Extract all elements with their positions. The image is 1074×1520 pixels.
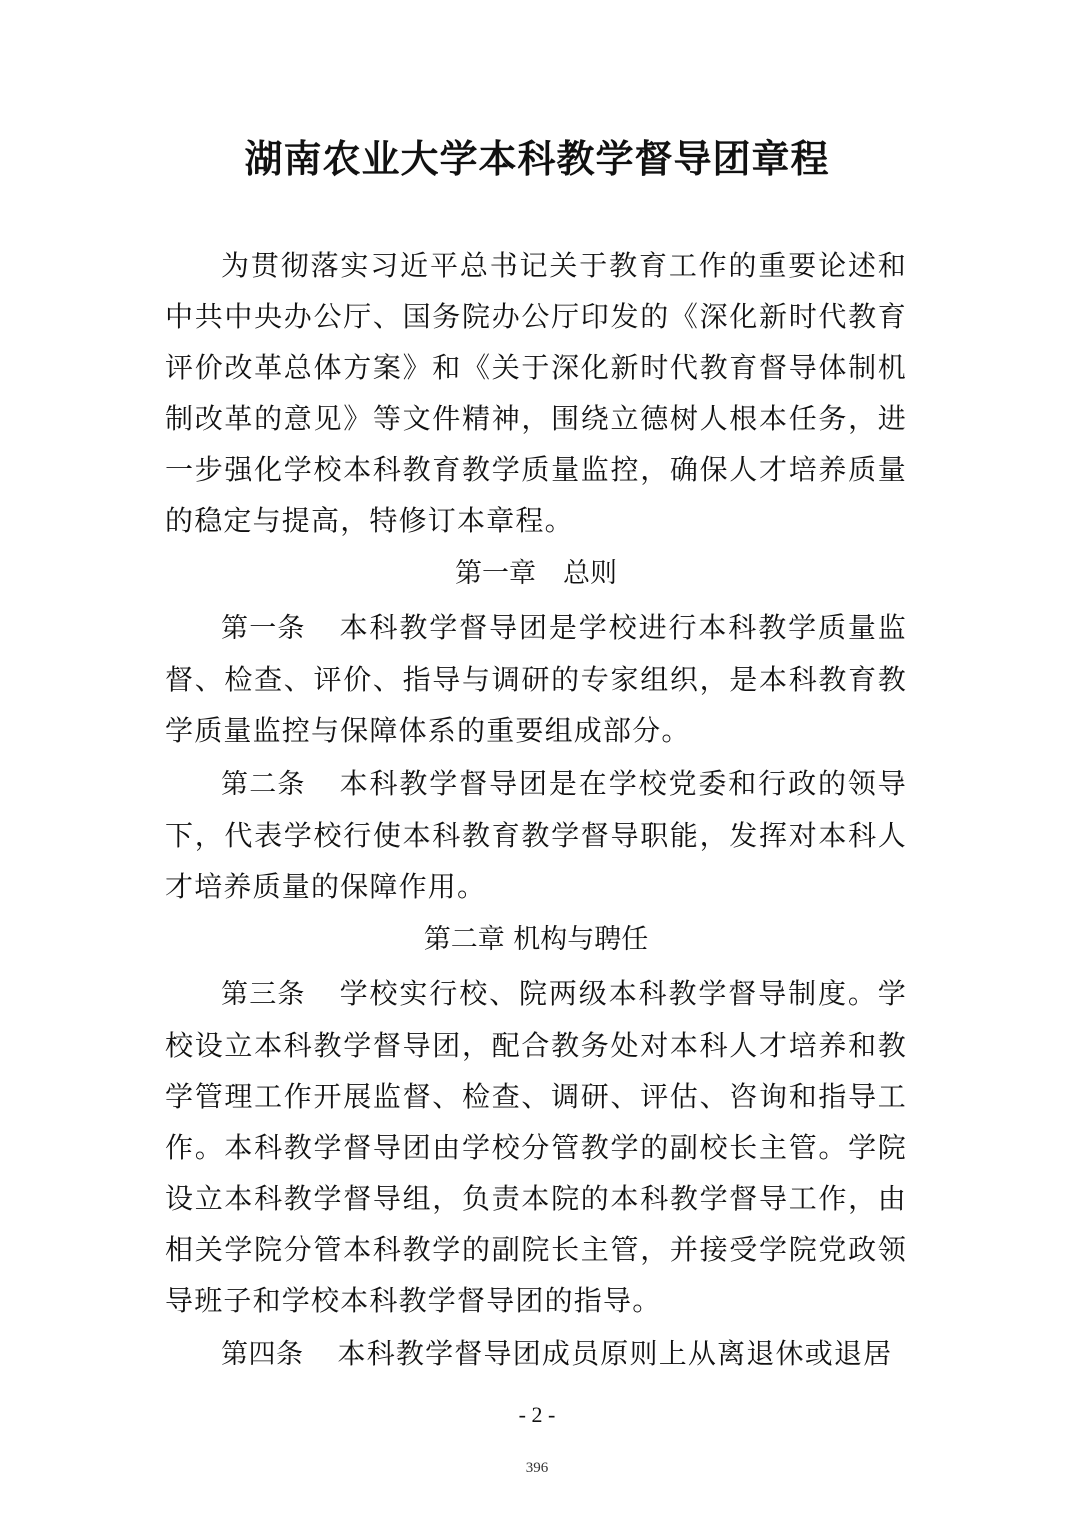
chapter-heading: 第一章 总则 — [455, 558, 617, 589]
article-label: 第四条 — [221, 1339, 304, 1370]
scan-page-number: 396 — [525, 1460, 549, 1476]
article-paragraph — [165, 968, 907, 1326]
article-paragraph — [165, 1328, 907, 1380]
article-text: 本科教学督导团成员原则上从离退休或退居 — [337, 1337, 893, 1370]
document-body — [165, 240, 907, 1380]
article-text: 本科教学督导团是学校进行本科教学质量监督、检查、评价、指导与调研的专家组织，是本科教育教学质量监控与保障体系的重要组成部分。 — [165, 611, 908, 747]
article-label: 第三条 — [221, 979, 306, 1010]
document-title: 湖南农业大学本科教学督导团章程 — [244, 136, 830, 181]
article-label: 第一条 — [221, 613, 306, 644]
article-text: 学校实行校、院两级本科教学督导制度。学校设立本科教学督导团，配合教务处对本科人才培养和教学管理工作开展监督、检查、调研、评估、咨询和指导工作。本科教学督导团由学校分管教学的副校长主管。学院设立本科教学督导组，负责本院的本科教学督导工作，由相关学院分管本科教学的副院长主管，并接受学院党政领导班子和学校本科教学督导团的指导。 — [165, 977, 908, 1317]
chapter-heading: 第二章 机构与聘任 — [423, 924, 649, 955]
article-paragraph — [165, 602, 907, 756]
page-number: - 2 - — [518, 1402, 556, 1427]
preamble-paragraph: 为贯彻落实习近平总书记关于教育工作的重要论述和中共中央办公厅、国务院办公厅印发的《深化新时代教育评价改革总体方案》和《关于深化新时代教育督导体制机制改革的意见》等文件精神，围绕立德树人根本任务，进一步强化学校本科教育教学质量监控，确保人才培养质量的稳定与提高，特修订本章程。 — [165, 249, 907, 537]
article-label: 第二条 — [221, 769, 306, 800]
article-paragraph — [165, 758, 907, 912]
article-text: 本科教学督导团是在学校党委和行政的领导下，代表学校行使本科教育教学督导职能，发挥对本科人才培养质量的保障作用。 — [165, 767, 908, 903]
